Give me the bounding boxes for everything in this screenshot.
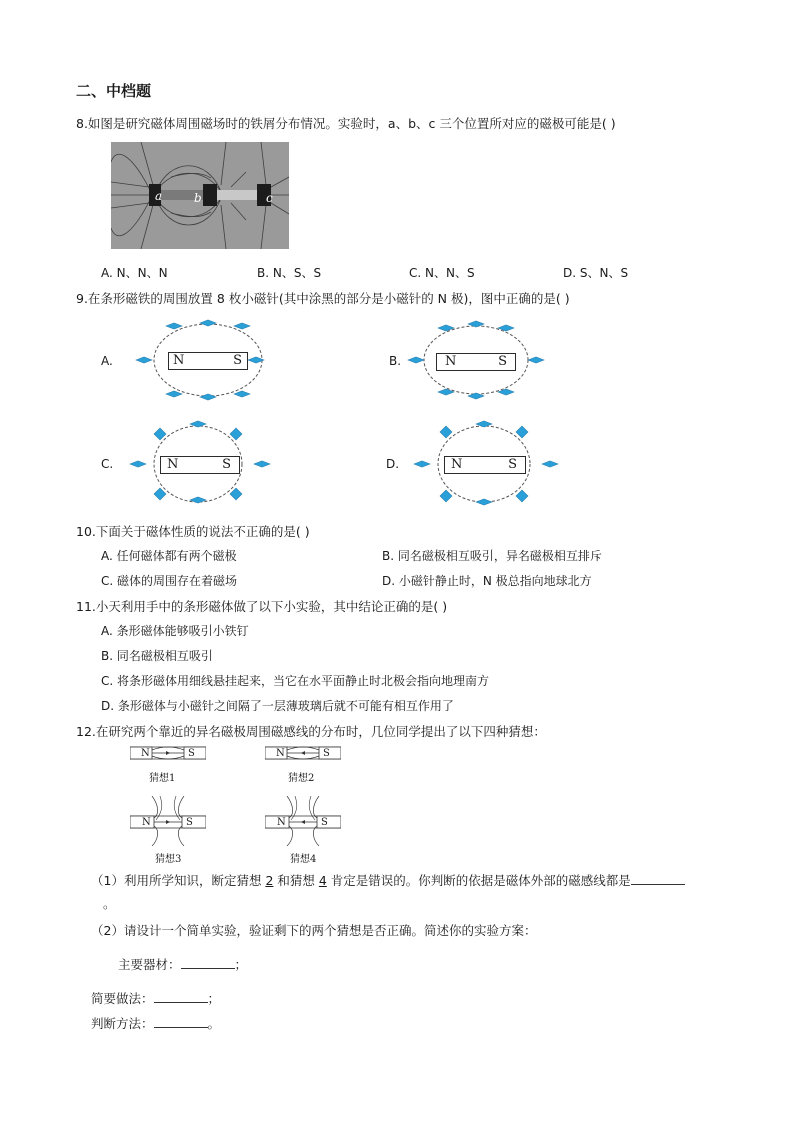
q12-caption-2: 猜想2 <box>288 773 315 784</box>
q12-caption-3: 猜想3 <box>155 854 182 865</box>
q9-c-magnet <box>160 456 240 474</box>
q8-option-c[interactable]: C. N、N、S <box>409 266 475 280</box>
q12-judge <box>91 1014 220 1032</box>
q12-part1-num2: 4 <box>318 873 327 888</box>
q8-option-d[interactable]: D. S、N、S <box>563 266 629 280</box>
q12-part1-c: 肯定是错误的。你判断的依据是磁体外部的磁感线都是 <box>326 873 631 888</box>
q11-option-c[interactable]: C. 将条形磁体用细线悬挂起来，当它在水平面静止时北极会指向地理南方 <box>101 674 490 688</box>
q9-option-c-label[interactable]: C. <box>101 457 114 471</box>
q10-option-b[interactable]: B. 同名磁极相互吸引，异名磁极相互排斥 <box>382 549 602 563</box>
q12-guess-3 <box>130 796 206 865</box>
q12-judge-end: 。 <box>207 1016 221 1031</box>
q9-a-magnet <box>168 352 248 370</box>
q8-label-b: b <box>194 191 202 205</box>
q12-materials-blank[interactable] <box>181 956 235 969</box>
q9-d-magnet <box>444 456 526 474</box>
q11-option-d[interactable]: D. 条形磁体与小磁针之间隔了一层薄玻璃后就不可能有相互作用了 <box>101 699 454 713</box>
q9-option-a-label[interactable]: A. <box>101 354 113 368</box>
q12-method-blank[interactable] <box>154 990 208 1003</box>
q9-c-pole-s: S <box>222 457 231 472</box>
q12-method-label: 简要做法： <box>91 991 154 1006</box>
q9-b-pole-s: S <box>498 354 507 369</box>
q12-caption-1: 猜想1 <box>149 773 176 784</box>
q12-part1-num1: 2 <box>265 873 274 888</box>
q9-figure-a[interactable] <box>130 318 280 403</box>
q10-option-a[interactable]: A. 任何磁体都有两个磁极 <box>101 549 237 563</box>
q9-option-b-label[interactable]: B. <box>389 354 402 368</box>
q9-d-pole-n: N <box>451 457 463 472</box>
q8-label-c: c <box>266 191 273 205</box>
q12-stem: 12.在研究两个靠近的异名磁极周围磁感线的分布时，几位同学提出了以下四种猜想： <box>76 724 546 739</box>
q9-a-pole-n: N <box>173 353 185 368</box>
q12-materials-end: ； <box>234 957 248 972</box>
q12-g1-pole-n: N <box>141 748 150 759</box>
q9-stem: 9.在条形磁铁的周围放置 8 枚小磁针(其中涂黑的部分是小磁针的 N 极)，图中正确的是( ) <box>76 291 570 306</box>
q12-method-end: ； <box>207 991 221 1006</box>
q12-guess-1 <box>130 742 206 782</box>
q12-part1 <box>91 871 685 889</box>
q12-caption-4: 猜想4 <box>290 854 317 865</box>
q12-part1-a: （1）利用所学知识，断定猜想 <box>91 873 266 888</box>
q8-iron-filings-photo <box>111 142 289 249</box>
q9-figure-d[interactable] <box>406 418 566 508</box>
q12-g4-pole-n: N <box>277 817 286 828</box>
q11-option-b[interactable]: B. 同名磁极相互吸引 <box>101 649 213 663</box>
q9-a-pole-s: S <box>233 353 242 368</box>
q12-part2: （2）请设计一个简单实验，验证剩下的两个猜想是否正确。简述你的实验方案： <box>91 923 537 938</box>
q11-stem: 11.小天利用手中的条形磁体做了以下小实验，其中结论正确的是( ) <box>76 599 448 614</box>
q9-figure-c[interactable] <box>120 418 280 508</box>
q8-stem: 8.如图是研究磁体周围磁场时的铁屑分布情况。实验时，a、b、c 三个位置所对应的磁极可能是( ) <box>76 116 616 131</box>
q12-method <box>91 989 220 1007</box>
q12-guess-2 <box>265 742 341 782</box>
q9-option-d-label[interactable]: D. <box>386 457 400 471</box>
q12-part1-b: 和猜想 <box>273 873 319 888</box>
q12-g3-pole-s: S <box>186 817 193 828</box>
q9-figure-b[interactable] <box>404 318 554 403</box>
q12-judge-label: 判断方法： <box>91 1016 154 1031</box>
q12-g4-pole-s: S <box>321 817 328 828</box>
q9-d-pole-s: S <box>508 457 517 472</box>
section-title: 二、中档题 <box>76 82 152 100</box>
q12-g2-pole-s: S <box>323 748 330 759</box>
q12-materials <box>118 955 247 973</box>
q9-b-magnet <box>436 353 516 371</box>
q12-part1-answer-blank[interactable] <box>631 872 685 885</box>
q12-part1-end: 。 <box>103 896 116 911</box>
q11-option-a[interactable]: A. 条形磁体能够吸引小铁钉 <box>101 624 249 638</box>
q10-stem: 10.下面关于磁体性质的说法不正确的是( ) <box>76 524 310 539</box>
q9-c-pole-n: N <box>167 457 179 472</box>
q12-materials-label: 主要器材： <box>118 957 181 972</box>
q8-label-a: a <box>155 189 163 203</box>
q8-option-b[interactable]: B. N、S、S <box>257 266 322 280</box>
q12-guess-4 <box>265 796 341 865</box>
q10-option-d[interactable]: D. 小磁针静止时，N 极总指向地球北方 <box>382 574 592 588</box>
q9-b-pole-n: N <box>445 354 457 369</box>
q12-g2-pole-n: N <box>276 748 285 759</box>
q8-option-a[interactable]: A. N、N、N <box>101 266 168 280</box>
q12-judge-blank[interactable] <box>154 1015 208 1028</box>
q12-g3-pole-n: N <box>142 817 151 828</box>
q12-g1-pole-s: S <box>188 748 195 759</box>
q10-option-c[interactable]: C. 磁体的周围存在着磁场 <box>101 574 238 588</box>
